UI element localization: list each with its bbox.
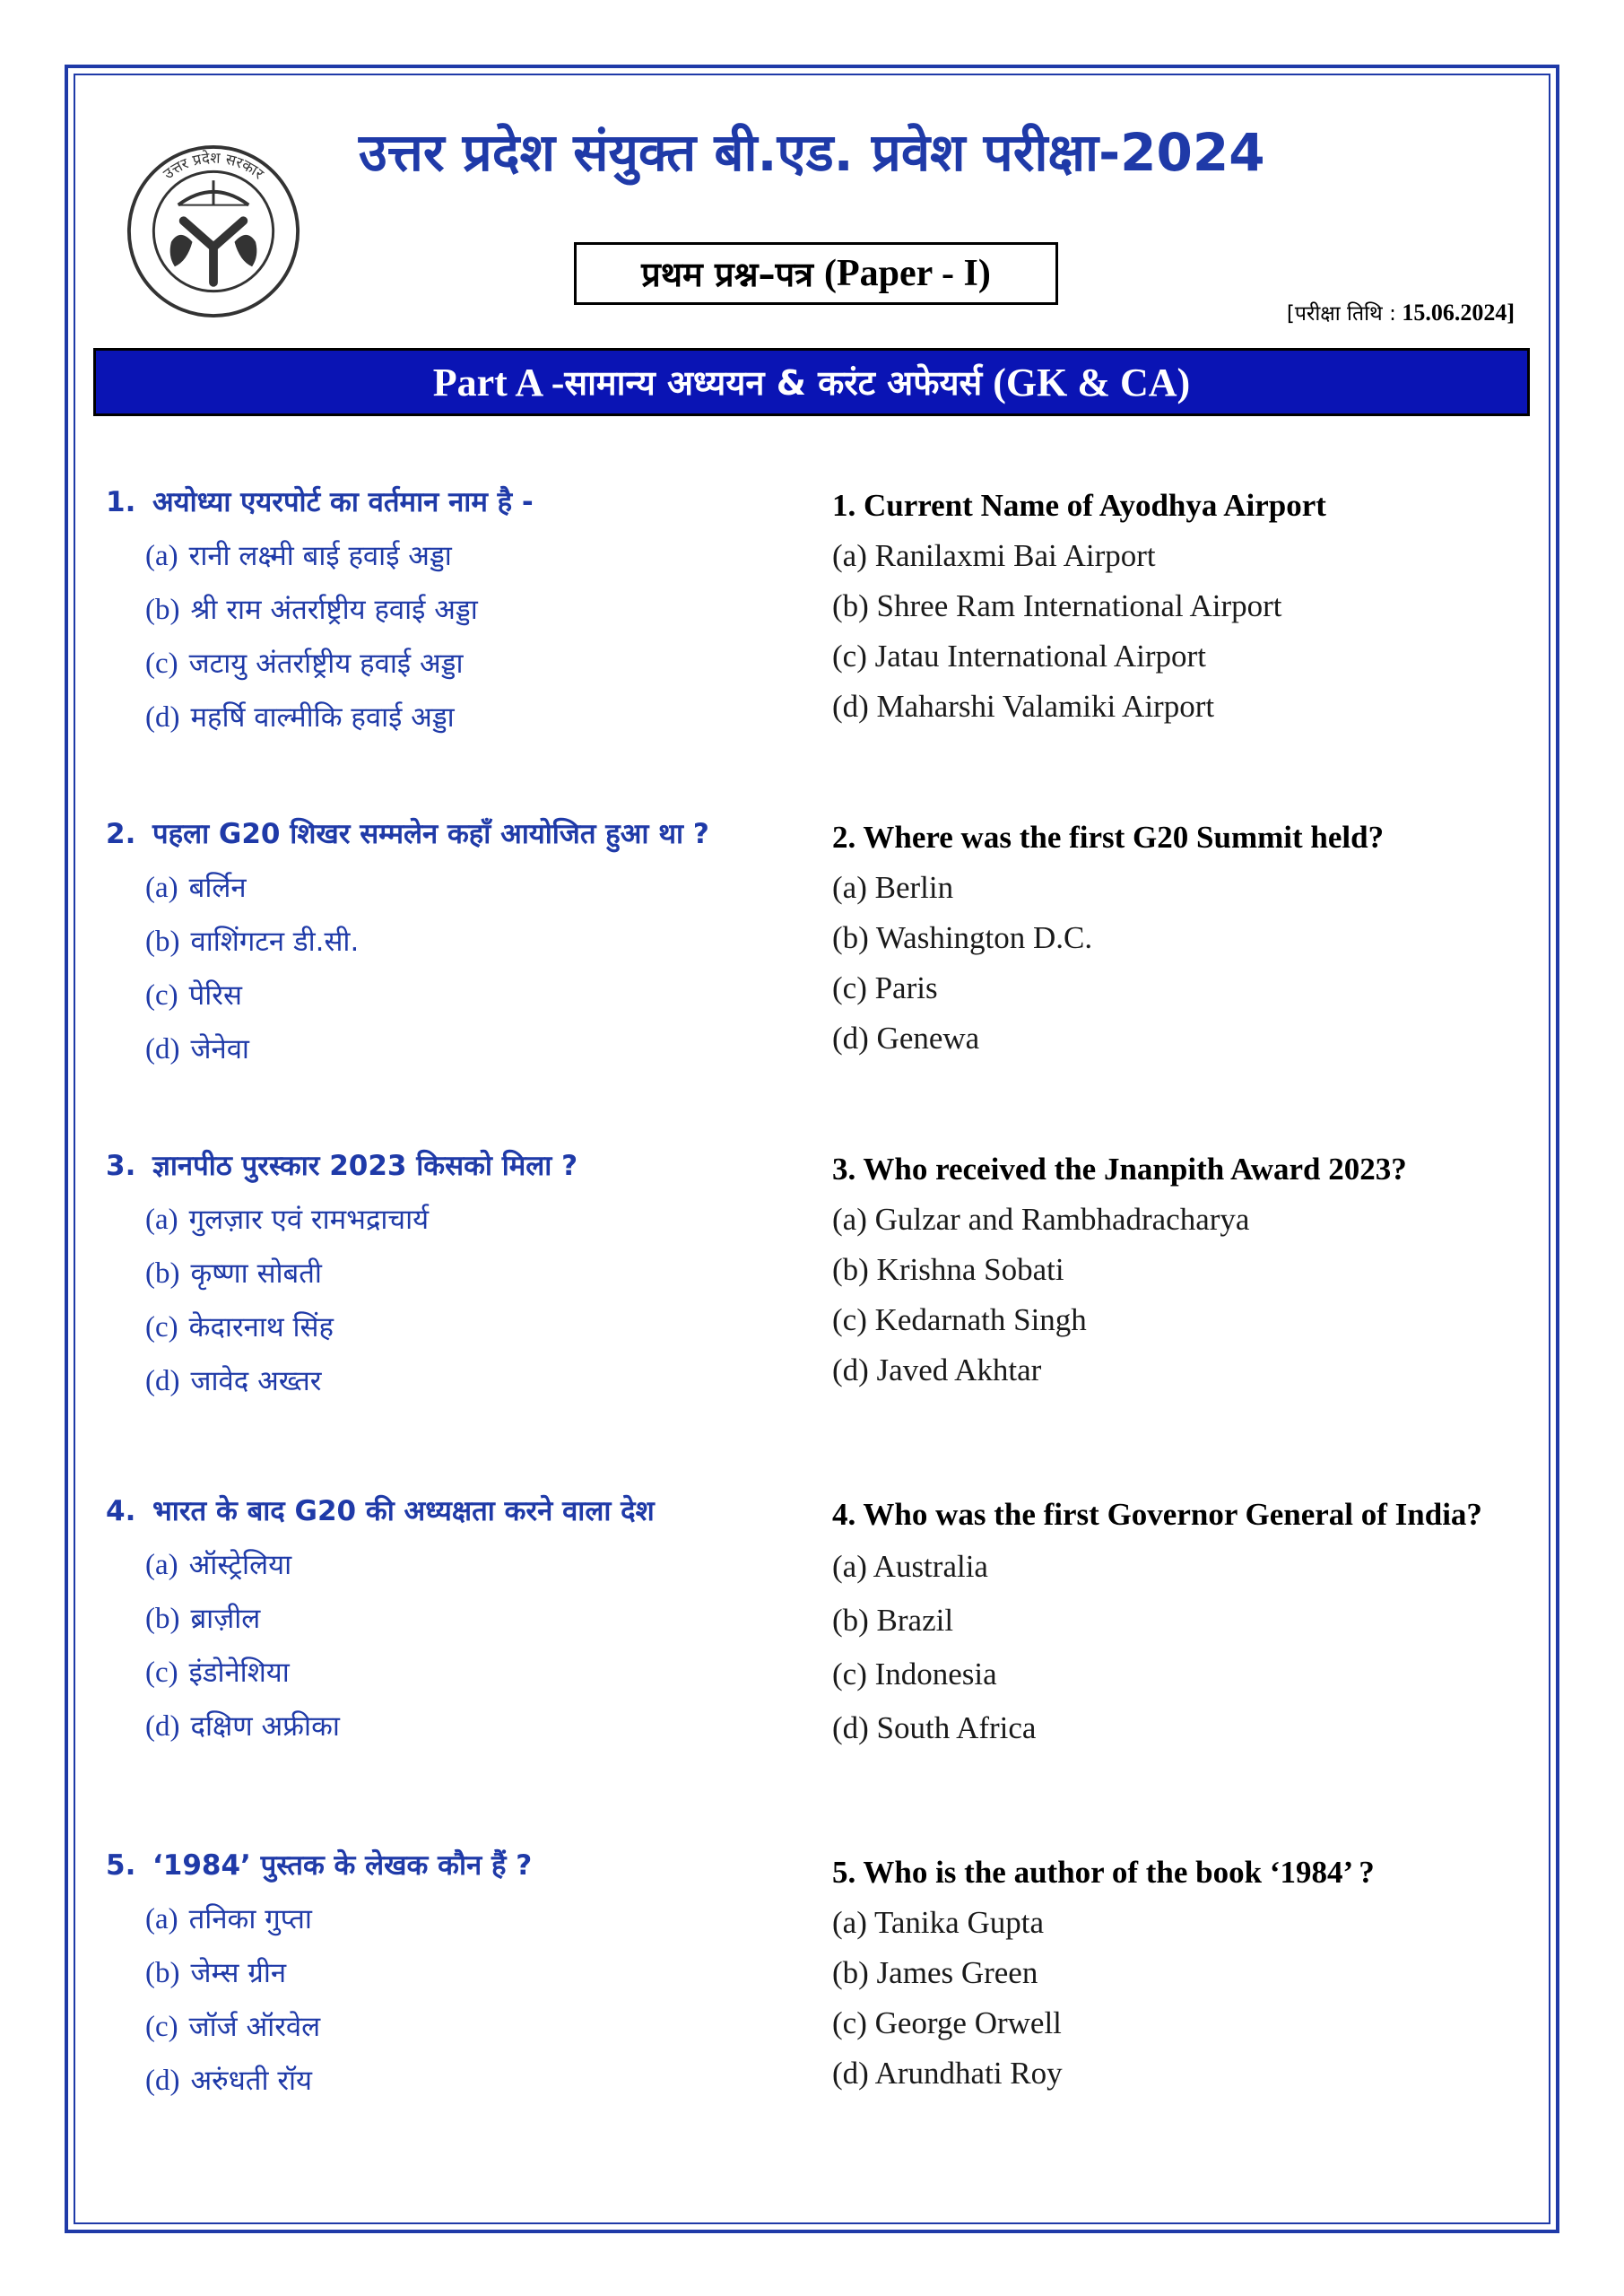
- question-3-hindi: [106, 1139, 805, 1408]
- option-item: (b) Krishna Sobati: [832, 1252, 1064, 1287]
- question-stem: [106, 1839, 805, 1892]
- question-text: अयोध्या एयरपोर्ट का वर्तमान नाम है -: [152, 486, 534, 518]
- emblem-text: उत्तर प्रदेश सरकार: [160, 149, 267, 183]
- question-3-english: [832, 1144, 1532, 1396]
- option-item: (d) Maharshi Valamiki Airport: [832, 689, 1215, 724]
- exam-date-label: [परीक्षा तिथि :: [1286, 302, 1396, 326]
- question-4-hindi: [106, 1484, 805, 1753]
- option-item: (c) इंडोनेशिया: [145, 1657, 290, 1689]
- question-stem: [106, 807, 805, 861]
- option-item: (a) ऑस्ट्रेलिया: [145, 1549, 292, 1581]
- option-item: (b) Shree Ram International Airport: [832, 588, 1282, 623]
- option-item: (c) केदारनाथ सिंह: [145, 1311, 334, 1344]
- option-item: (d) Javed Akhtar: [832, 1352, 1042, 1387]
- option-item: (b) Brazil: [832, 1603, 954, 1638]
- option-item: (d) महर्षि वाल्मीकि हवाई अड्डा: [145, 701, 455, 734]
- question-5-english: [832, 1848, 1532, 2099]
- option-item: (a) Australia: [832, 1549, 988, 1584]
- banner-hindi: सामान्य अध्ययन & करंट अफेयर्स: [564, 363, 983, 403]
- option-item: (b) जेम्स ग्रीन: [145, 1957, 287, 1989]
- up-government-emblem-icon: [126, 144, 301, 319]
- question-1-hindi: [106, 475, 805, 744]
- question-5-hindi: [106, 1839, 805, 2108]
- option-item: (d) Genewa: [832, 1021, 980, 1056]
- option-item: (b) James Green: [832, 1955, 1038, 1990]
- question-stem: [106, 1139, 805, 1193]
- option-item: (b) वाशिंगटन डी.सी.: [145, 926, 360, 958]
- option-item: (a) बर्लिन: [145, 872, 247, 904]
- question-stem: [106, 1484, 805, 1538]
- option-item: (c) पेरिस: [145, 979, 242, 1012]
- option-item: (c) Kedarnath Singh: [832, 1302, 1087, 1337]
- question-text: 2. Where was the first G20 Summit held?: [832, 820, 1385, 855]
- option-item: (d) जेनेवा: [145, 1033, 249, 1065]
- question-4-english: [832, 1490, 1532, 1755]
- option-item: (c) George Orwell: [832, 2005, 1062, 2040]
- option-item: (a) Ranilaxmi Bai Airport: [832, 538, 1156, 573]
- option-item: (a) गुलज़ार एवं रामभद्राचार्य: [145, 1204, 430, 1236]
- option-item: (c) Paris: [832, 970, 938, 1005]
- exam-date: [1287, 298, 1515, 326]
- option-item: (d) South Africa: [832, 1710, 1037, 1745]
- banner-part: Part A -: [432, 360, 565, 404]
- question-1-english: [832, 481, 1532, 732]
- question-text: पहला G20 शिखर सम्मलेन कहाँ आयोजित हुआ था ?: [152, 818, 709, 850]
- paper-label-hindi: प्रथम प्रश्न–पत्र: [641, 255, 814, 294]
- page-title: उत्तर प्रदेश संयुक्त बी.एड. प्रवेश परीक्षा-2024: [359, 122, 1265, 183]
- question-text: 1. Current Name of Ayodhya Airport: [832, 488, 1326, 523]
- question-number: 1.: [106, 486, 136, 518]
- option-item: (c) जॉर्ज ऑरवेल: [145, 2011, 321, 2043]
- option-item: (a) Berlin: [832, 870, 954, 905]
- exam-date-value: 15.06.2024]: [1402, 300, 1515, 326]
- question-number: 2.: [106, 818, 136, 850]
- question-text: ज्ञानपीठ पुरस्कार 2023 किसको मिला ?: [152, 1150, 578, 1182]
- option-item: (b) ब्राज़ील: [145, 1603, 261, 1635]
- question-text: 4. Who was the first Governor General of India?: [832, 1497, 1482, 1532]
- section-banner: [93, 348, 1530, 416]
- question-text: भारत के बाद G20 की अध्यक्षता करने वाला देश: [152, 1495, 655, 1527]
- option-item: (b) Washington D.C.: [832, 920, 1093, 955]
- question-2-english: [832, 813, 1532, 1064]
- option-item: (b) कृष्णा सोबती: [145, 1257, 322, 1290]
- option-item: (a) Gulzar and Rambhadracharya: [832, 1202, 1250, 1237]
- paper-label-english: (Paper - I): [824, 253, 991, 294]
- option-item: (a) रानी लक्ष्मी बाई हवाई अड्डा: [145, 540, 452, 572]
- option-item: (d) अरुंधती रॉय: [145, 2065, 313, 2097]
- option-item: (a) तनिका गुप्ता: [145, 1903, 312, 1935]
- option-item: (c) Jatau International Airport: [832, 639, 1206, 674]
- question-2-hindi: [106, 807, 805, 1076]
- option-item: (b) श्री राम अंतर्राष्ट्रीय हवाई अड्डा: [145, 594, 478, 626]
- option-item: (a) Tanika Gupta: [832, 1905, 1044, 1940]
- option-item: (c) जटायु अंतर्राष्ट्रीय हवाई अड्डा: [145, 648, 464, 680]
- question-text: 5. Who is the author of the book ‘1984’ ?: [832, 1855, 1375, 1890]
- question-number: 4.: [106, 1495, 136, 1527]
- banner-english: (GK & CA): [993, 360, 1191, 404]
- option-item: (d) दक्षिण अफ्रीका: [145, 1710, 340, 1743]
- option-item: (c) Indonesia: [832, 1657, 997, 1692]
- option-item: (d) Arundhati Roy: [832, 2056, 1063, 2091]
- paper-label-box: [574, 242, 1058, 305]
- option-item: (d) जावेद अख्तर: [145, 1365, 322, 1397]
- question-stem: [106, 475, 805, 529]
- question-number: 5.: [106, 1849, 136, 1882]
- question-number: 3.: [106, 1150, 136, 1182]
- question-text: ‘1984’ पुस्तक के लेखक कौन हैं ?: [152, 1849, 533, 1882]
- question-text: 3. Who received the Jnanpith Award 2023?: [832, 1152, 1407, 1187]
